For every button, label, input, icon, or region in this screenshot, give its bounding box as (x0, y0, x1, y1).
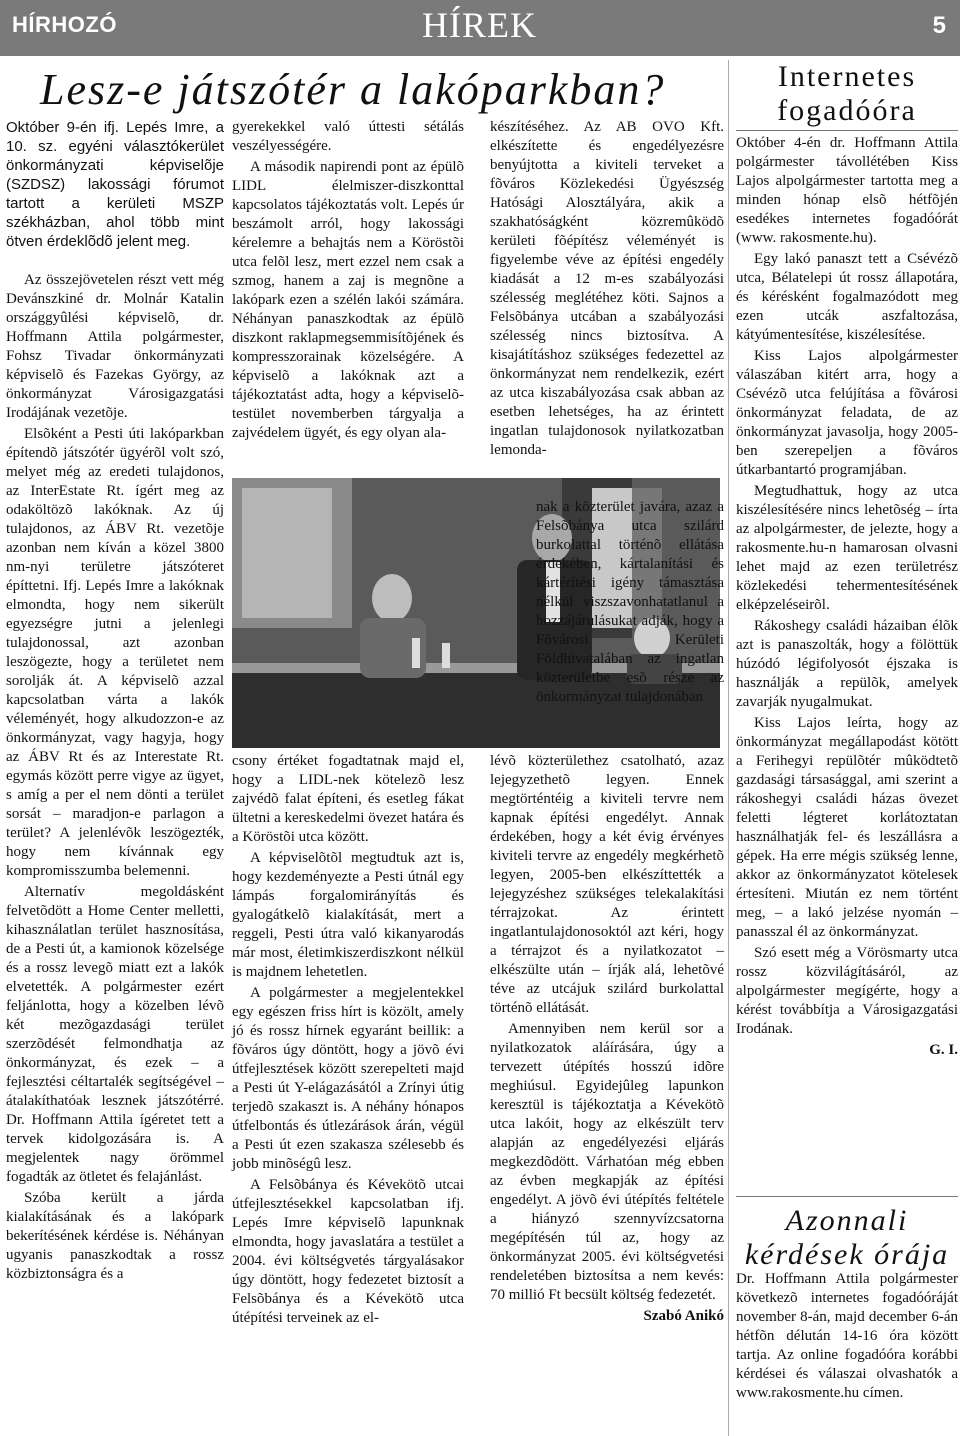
column-divider (728, 60, 729, 1436)
paragraph: A polgármester a megjelentekkel egy egészen friss hírt is közölt, amely jó és rossz hírnek egyaránt beillik: a fõváros úgy döntött, hogy a jövõ évi útfejlesztések között szerepelteti majd a Pesti út Y-elágazásától a Zrínyi útig terjedõ szakaszt is. A néhány hónapos útfelbontás és útlezárások árán, végül a Pesti út ezen szakasza szélesebb és jobb minõségû lesz. (232, 985, 464, 1172)
paragraph: Kiss Lajos alpolgármester válaszában kitért arra, hogy a Csévézõ utca felújítása a fõvárosi önkormányzat feladata, de az önkormányzat javasolja, hogy 2005-ben szerepeljen a fõváros útkarbantartó programjában. (736, 348, 958, 478)
author-signature: G. I. (929, 1042, 958, 1058)
column-3-bottom (490, 752, 724, 1328)
paragraph: Amennyiben nem kerül sor a nyilatkozatok aláírására, úgy a tervezett útépítés hosszú idõre meghiúsul. Egyidejûleg lapunkon keresztül is tájékoztatja a Kévekötõ utca lakóit, hogy az elkészült terv alapján az engedélyezési eljárás megkezdõdött. Várhatóan még ebben az évben megkapják az építési engedélyt. A jövõ évi útépítés feltétele a hiányzó szennyvízcsatorna megépítésén túl az, hogy az önkormányzat 2005. évi költségvetési rendeletében biztosítsa a nem kevés: 70 millió Ft becsült költség fedezetét. (490, 1021, 724, 1303)
divider (736, 130, 958, 131)
sidebar-title-2: Azonnali kérdések órája (744, 1204, 950, 1271)
column-2-top (232, 118, 464, 445)
paragraph: A második napirendi pont az épülõ LIDL élelmiszer-diszkonttal kapcsolatos tájékoztatás volt. Lepés úr beszámolt arról, hogy lakossági kérelemre a behajtás nem a Köröstõi utca felõl lesz, mert ezzel nem csak a szmog, hanem a zaj is megnõne a lakópark ezen a szélén lakói számára. Néhányan panaszkodtak az épülõ diszkont raklapmegsemmisítõjének és kompresszorainak közelségére. A képviselõ a lakóknak azt a tájékoztatást adta, hogy a képviselõ-testület novemberben tárgyalja a zajvédelem ügyét, és egy olyan ala- (232, 159, 464, 441)
paragraph: Dr. Hoffmann Attila polgármester következõ internetes fogadóóráját november 8-án, majd december 6-án hétfõn délután 14-16 óra között tartja. Az online fogadóóra korábbi kérdései és válaszai olvashatók a www.rakosmente.hu címen. (736, 1271, 958, 1401)
paragraph: Elsõként a Pesti úti lakóparkban építendõ játszótér ügyérõl volt szó, melyet még az eredeti tulajdonos, az InterEstate Rt. ígért meg az odaköltözõ lakóknak. Az új tulajdonos, az ÁBV Rt. vezetõje azonban nem kíván a közel 3800 nm-nyi területre játszóteret építtetni. Ifj. Lepés Imre a lakóknak elmondta, hogy nem sikerült egyezségre jutni a jelenlegi tulajdonossal, azt azonban leszögezte, hogy a területet nem sorolják át. A képviselõ azzal kapcsolatban várta a lakók véleményét, hogy alkudozzon-e az önkormányzat, vagy hagyja, hogy az ÁBV Rt és az Interestate Rt. egymás között perre vigye az ügyet, s amíg a per el nem dönti a terület sorsát – maradjon-e parlagon a terület? A jelenlévõk leszögezték, hogy nem kívánnak egy kompromisszumba belemenni. (6, 426, 224, 879)
article-lead: Október 9-én ifj. Lepés Imre, a 10. sz. egyéni választókerület önkormányzati képviselõje (SZDSZ) lakossági fórumot tartott a kerületi MSZP székházban, ahol több mint ötven érdeklõdõ jelent meg. (6, 119, 224, 250)
paragraph: Egy lakó panaszt tett a Csévézõ utca, Bélatelepi út rossz állapotára, és kérésként fogalmazódott meg ezen utcák aszfaltozása, kátyúmentesítése, kiszélesítése. (736, 251, 958, 343)
paragraph: nak a közterület javára, azaz a Felsõbánya utca szilárd burkolattal történõ ellátása érdekében, kártalanítási és kártérítési igény támasztása nélkül viszszavonhatatlanul a hozzájárulásukat adják, hogy a Fõvárosi Kerületi Földhivatalában az ingatlan közterületbe esõ része az önkormányzat tulajdonában (536, 499, 724, 705)
divider (736, 1196, 958, 1197)
paragraph: Szóba került a járda kialakításának és a lakópark bekerítésének kérdése is. Néhányan ugyanis panaszkodtak a rossz közbiztonságra és a (6, 1190, 224, 1282)
column-3-top (490, 118, 724, 462)
column-3-wrap (536, 498, 724, 707)
column-4 (736, 134, 958, 1062)
author-signature: Szabó Anikó (643, 1308, 724, 1324)
section-title: HÍREK (422, 5, 537, 45)
paragraph: gyerekekkel való úttesti sétálás veszélyességére. (232, 119, 464, 154)
paragraph: Szó esett még a Vörösmarty utca rossz közvilágításáról, az alpolgármester megígérte, hogy a kérést továbbítja a Városigazgatási Irodának. (736, 945, 958, 1037)
section-name: HÍRHOZÓ (12, 12, 117, 37)
paragraph: Megtudhattuk, hogy az utca kiszélesítésére nincs lehetõség – írta az alpolgármester, de jelezte, hogy a rakosmente.hu-n hamarosan olvasni lehet majd az ezen területrész közlekedési tehermentesítésének elképzeléseirõl. (736, 483, 958, 613)
paragraph: Kiss Lajos leírta, hogy az önkormányzat megállapodást kötött a Ferihegyi repülõtér mûködtetõ gazdasági társasággal, ami szerint a rákoshegyi családi házas övezet feletti légteret korlátoztatan használhatják fel- és leszállásra a gépek. Ha erre mégis szükség lenne, akkor az önkormányzatot kötelesek értesíteni. Miután ez nem történt meg, – a lakó jelzése nyomán – panasszal él az önkormányzat. (736, 715, 958, 940)
paragraph: A képviselõtõl megtudtuk azt is, hogy kezdeményezte a Pesti útnál egy lámpás forgalomirányítás és gyalogátkelõ kialakítását, mert a reggeli, Pesti útra való kikanyarodás már most, életimkiszerdiszkont nélkül is majdnem lehetetlen. (232, 850, 464, 980)
sidebar-title: Internetes fogadóóra (777, 60, 917, 127)
paragraph: A Felsõbánya és Kévekötõ utcai útfejlesztésekkel kapcsolatban ifj. Lepés Imre képviselõ lapunknak elmondta, hogy javaslatára a testület a 2004. évi költségvetés tárgyalásakor úgy döntött, hogy fedezetet biztosít a Felsõbánya és a Kévekötõ utca útépítési terveinek az el- (232, 1177, 464, 1326)
paragraph: Alternatív megoldásként felvetõdött a Home Center melletti, kihasználatlan terület hasznosítása, de a Pesti út, a kamionok közelsége és a rossz levegõ miatt ezt a lakók elvetették. A polgármester ezért feljánlotta, hogy a közelben lévõ két mezõgazdasági terület szerzõdését felmondhatja az önkormányzat, és ezek – a fejlesztési céltartalék segítségével – átalakíthatóak lesznek játszótérré. Dr. Hoffmann Attila ígéretet tett a tervek kidolgozására is. A megjelentek nagy örömmel fogadták az ötletet és felajánlást. (6, 884, 224, 1185)
column-4-bottom (736, 1270, 958, 1405)
header-bar (0, 0, 960, 56)
paragraph: Október 4-én dr. Hoffmann Attila polgármester távollétében Kiss Lajos alpolgármester tartotta meg a minden hónap elsõ hétfõjén esedékes internetes fogadóórát (www. rakosmente.hu). (736, 135, 958, 246)
column-1 (6, 118, 224, 1286)
article-headline: Lesz-e játszótér a lakóparkban? (40, 65, 666, 114)
paragraph: csony értéket fogadtatnak majd el, hogy a LIDL-nek kötelezõ lesz zajvédõ falat építeni, és esetleg fákat ültetni a kereskedelmi övezet határa és a Köröstõi utca között. (232, 753, 464, 845)
paragraph: készítéséhez. Az AB OVO Kft. elkészítette és engedélyezésre benyújtotta a kiviteli terveket a fõváros Közlekedési Ügyészség Hatósági Alosztályára, akik a szakhatóságként közremûködõ kerületi fõépítész véleményét is figyelembe véve az építési engedély kiadását a 12 m-es szabályozási szélesség meglétéhez köti. Sajnos a Felsõbánya utcában a szabályozási szélesség nincs biztosítva. A kisajátításhoz szükséges fedezettel az önkormányzat nem rendelkezik, ezért az utca kiszabályozása csak abban az esetben lehetséges, ha az érintett ingatlan tulajdonosok nyilatkozatban lemonda- (490, 119, 724, 458)
paragraph: lévõ közterülethez csatolható, azaz lejegyzethetõ legyen. Ennek megtörténtéig a kiviteli tervre nem kapnak építési engedélyt. Annak érdekében, hogy a két évig érvényes kiviteli tervre az engedély megkérhetõ legyen, 2005-ben elkészíttették a lejegyzéshez szükséges telekalakítási térrajzokat. Az érintett ingatlantulajdonosoktól azt kéri, hogy a térrajzot és a nyilatkozatot – elkészülte után – írják alá, lehetõvé téve az utcájuk szilárd burkolattal történõ ellátását. (490, 753, 724, 1016)
column-2-bottom (232, 752, 464, 1330)
paragraph: Az összejövetelen részt vett még Devánszkiné dr. Molnár Katalin országgyûlési képviselõ, dr. Hoffmann Attila polgármester, Fohsz Tivadar önkormányzati képviselõ és Fazekas György, az önkormányzat Városigazgatási Irodájának vezetõje. (6, 272, 224, 421)
page-number: 5 (932, 12, 946, 39)
paragraph: Rákoshegy családi házaiban élõk azt is panaszolták, hogy a fölöttük húzódó légifolyosót éjszaka is használják a repülõk, amelyek zavarják nyugalmukat. (736, 618, 958, 710)
